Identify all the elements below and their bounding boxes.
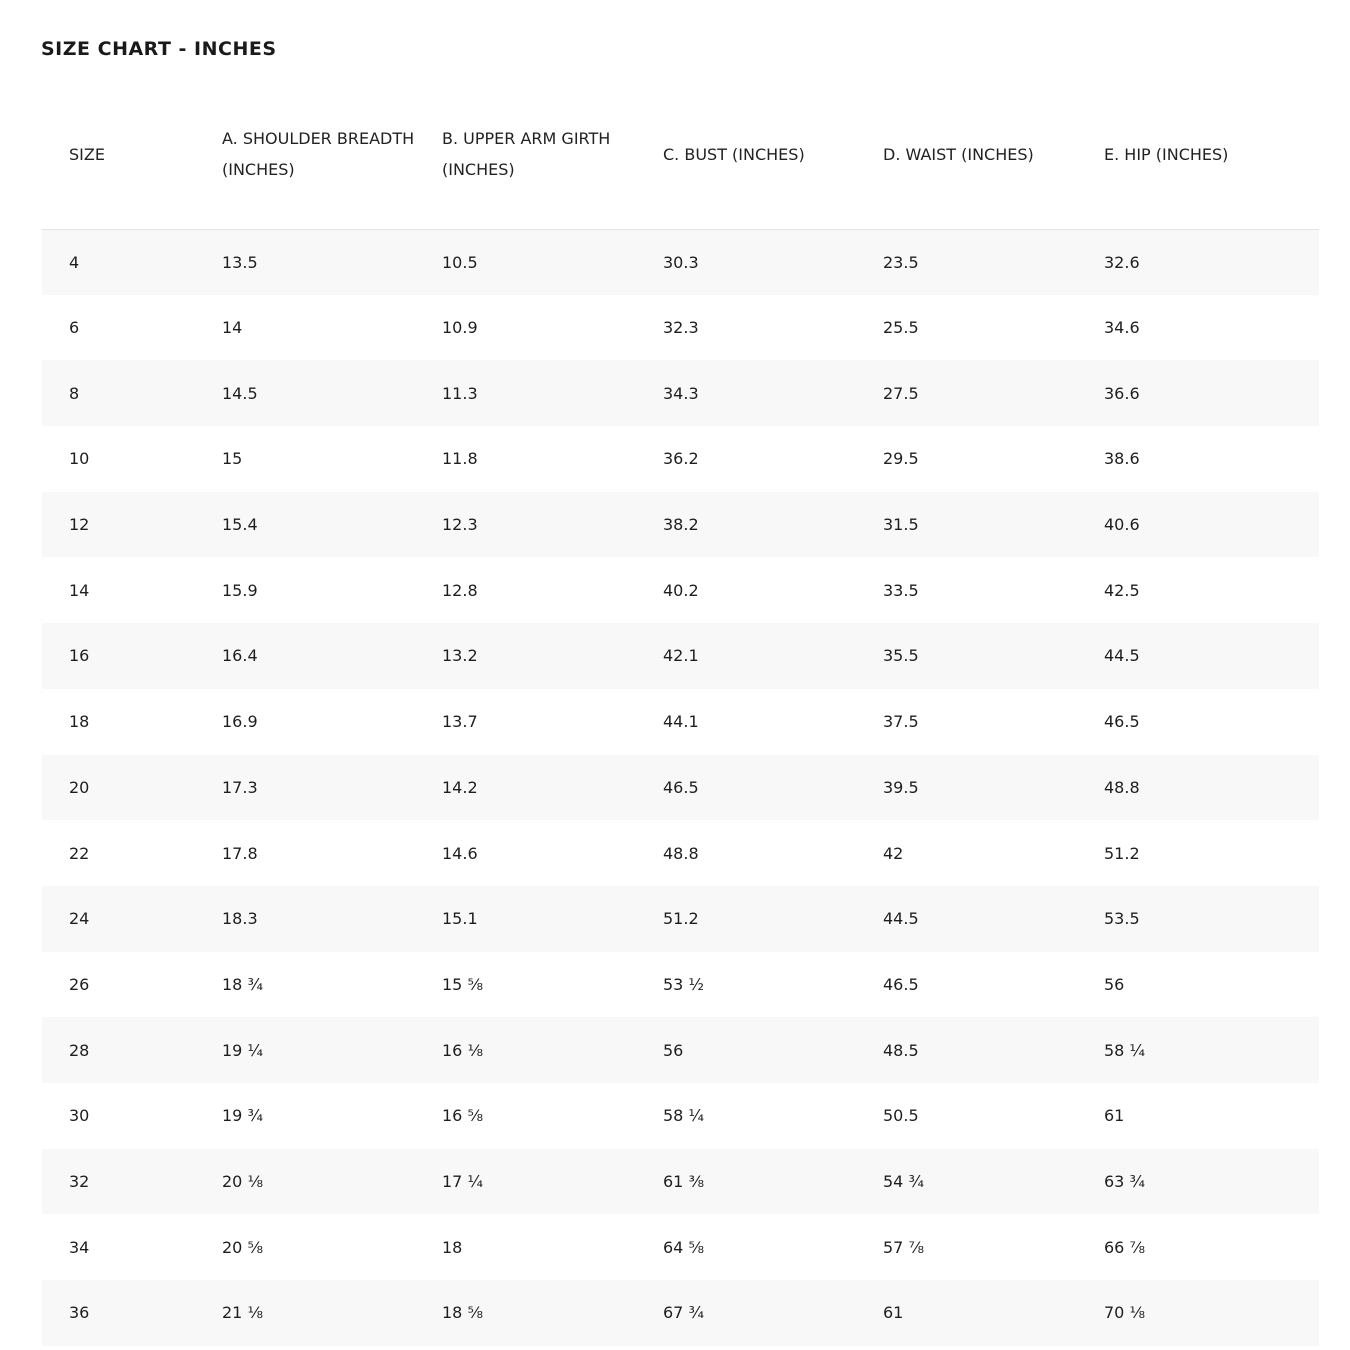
upper-arm-girth-cell: 13.7 <box>442 712 478 732</box>
bust-cell: 58 ¼ <box>663 1106 704 1126</box>
column-header-upper-arm-girth: B. UPPER ARM GIRTH (INCHES) <box>442 129 611 180</box>
waist-cell: 29.5 <box>883 449 919 469</box>
bust-cell: 40.2 <box>663 580 699 600</box>
hip-cell: 32.6 <box>1104 252 1140 272</box>
upper-arm-girth-cell: 18 <box>442 1237 463 1257</box>
size-cell: 10 <box>69 449 90 469</box>
shoulder-breadth-cell: 21 ⅛ <box>222 1303 263 1323</box>
size-cell: 16 <box>69 646 90 666</box>
size-cell: 18 <box>69 712 90 732</box>
upper-arm-girth-cell: 10.5 <box>442 252 478 272</box>
table-row <box>42 623 1319 689</box>
column-header-bust: C. BUST (INCHES) <box>663 144 805 164</box>
table-row <box>42 229 1319 295</box>
shoulder-breadth-cell: 17.3 <box>222 777 258 797</box>
table-row <box>42 557 1319 623</box>
waist-cell: 61 <box>883 1303 904 1323</box>
hip-cell: 44.5 <box>1104 646 1140 666</box>
upper-arm-girth-cell: 16 ⅛ <box>442 1040 483 1060</box>
waist-cell: 48.5 <box>883 1040 919 1060</box>
upper-arm-girth-cell: 12.8 <box>442 580 478 600</box>
table-row <box>42 1280 1319 1346</box>
shoulder-breadth-cell: 18 ¾ <box>222 974 263 994</box>
shoulder-breadth-cell: 16.4 <box>222 646 258 666</box>
bust-cell: 30.3 <box>663 252 699 272</box>
table-body <box>42 229 1319 1346</box>
waist-cell: 39.5 <box>883 777 919 797</box>
hip-cell: 36.6 <box>1104 383 1140 403</box>
bust-cell: 38.2 <box>663 515 699 535</box>
upper-arm-girth-cell: 10.9 <box>442 318 478 338</box>
shoulder-breadth-cell: 17.8 <box>222 843 258 863</box>
bust-cell: 32.3 <box>663 318 699 338</box>
shoulder-breadth-cell: 15 <box>222 449 243 469</box>
bust-cell: 36.2 <box>663 449 699 469</box>
hip-cell: 40.6 <box>1104 515 1140 535</box>
upper-arm-girth-cell: 12.3 <box>442 515 478 535</box>
size-cell: 12 <box>69 515 90 535</box>
shoulder-breadth-cell: 15.9 <box>222 580 258 600</box>
waist-cell: 25.5 <box>883 318 919 338</box>
upper-arm-girth-cell: 11.3 <box>442 383 478 403</box>
column-header-hip: E. HIP (INCHES) <box>1104 144 1229 164</box>
size-cell: 26 <box>69 974 90 994</box>
shoulder-breadth-cell: 20 ⅛ <box>222 1171 263 1191</box>
bust-cell: 46.5 <box>663 777 699 797</box>
bust-cell: 51.2 <box>663 909 699 929</box>
size-cell: 36 <box>69 1303 90 1323</box>
hip-cell: 48.8 <box>1104 777 1140 797</box>
bust-cell: 42.1 <box>663 646 699 666</box>
size-cell: 28 <box>69 1040 90 1060</box>
column-header-size: SIZE <box>69 144 105 164</box>
waist-cell: 44.5 <box>883 909 919 929</box>
waist-cell: 50.5 <box>883 1106 919 1126</box>
shoulder-breadth-cell: 14 <box>222 318 243 338</box>
upper-arm-girth-cell: 17 ¼ <box>442 1171 483 1191</box>
waist-cell: 37.5 <box>883 712 919 732</box>
hip-cell: 34.6 <box>1104 318 1140 338</box>
table-row <box>42 689 1319 755</box>
size-cell: 4 <box>69 252 80 272</box>
hip-cell: 51.2 <box>1104 843 1140 863</box>
table-row <box>42 952 1319 1018</box>
waist-cell: 46.5 <box>883 974 919 994</box>
table-row <box>42 426 1319 492</box>
waist-cell: 42 <box>883 843 904 863</box>
size-chart-table <box>42 80 1319 1346</box>
bust-cell: 67 ¾ <box>663 1303 704 1323</box>
hip-cell: 70 ⅛ <box>1104 1303 1145 1323</box>
size-cell: 14 <box>69 580 90 600</box>
waist-cell: 31.5 <box>883 515 919 535</box>
upper-arm-girth-cell: 14.2 <box>442 777 478 797</box>
upper-arm-girth-cell: 16 ⅝ <box>442 1106 483 1126</box>
bust-cell: 53 ½ <box>663 974 704 994</box>
hip-cell: 56 <box>1104 974 1125 994</box>
shoulder-breadth-cell: 19 ¾ <box>222 1106 263 1126</box>
bust-cell: 48.8 <box>663 843 699 863</box>
table-row <box>42 492 1319 558</box>
table-row <box>42 1017 1319 1083</box>
shoulder-breadth-cell: 14.5 <box>222 383 258 403</box>
bust-cell: 34.3 <box>663 383 699 403</box>
size-cell: 30 <box>69 1106 90 1126</box>
shoulder-breadth-cell: 16.9 <box>222 712 258 732</box>
size-cell: 20 <box>69 777 90 797</box>
column-header-waist: D. WAIST (INCHES) <box>883 144 1034 164</box>
table-row <box>42 1149 1319 1215</box>
size-cell: 6 <box>69 318 80 338</box>
shoulder-breadth-cell: 13.5 <box>222 252 258 272</box>
size-cell: 8 <box>69 383 80 403</box>
upper-arm-girth-cell: 15.1 <box>442 909 478 929</box>
waist-cell: 23.5 <box>883 252 919 272</box>
hip-cell: 53.5 <box>1104 909 1140 929</box>
table-row <box>42 295 1319 361</box>
hip-cell: 38.6 <box>1104 449 1140 469</box>
bust-cell: 44.1 <box>663 712 699 732</box>
upper-arm-girth-cell: 14.6 <box>442 843 478 863</box>
bust-cell: 61 ⅜ <box>663 1171 704 1191</box>
size-cell: 34 <box>69 1237 90 1257</box>
bust-cell: 64 ⅝ <box>663 1237 704 1257</box>
shoulder-breadth-cell: 15.4 <box>222 515 258 535</box>
shoulder-breadth-cell: 18.3 <box>222 909 258 929</box>
waist-cell: 54 ¾ <box>883 1171 924 1191</box>
waist-cell: 35.5 <box>883 646 919 666</box>
hip-cell: 63 ¾ <box>1104 1171 1145 1191</box>
table-row <box>42 1083 1319 1149</box>
bust-cell: 56 <box>663 1040 684 1060</box>
hip-cell: 61 <box>1104 1106 1125 1126</box>
hip-cell: 58 ¼ <box>1104 1040 1145 1060</box>
upper-arm-girth-cell: 13.2 <box>442 646 478 666</box>
upper-arm-girth-cell: 11.8 <box>442 449 478 469</box>
table-row <box>42 820 1319 886</box>
waist-cell: 57 ⅞ <box>883 1237 924 1257</box>
upper-arm-girth-cell: 15 ⅝ <box>442 974 483 994</box>
table-row <box>42 1214 1319 1280</box>
table-header-row <box>42 80 1319 229</box>
table-row <box>42 360 1319 426</box>
column-header-shoulder-breadth: A. SHOULDER BREADTH (INCHES) <box>222 129 415 180</box>
table-row <box>42 755 1319 821</box>
waist-cell: 27.5 <box>883 383 919 403</box>
waist-cell: 33.5 <box>883 580 919 600</box>
hip-cell: 66 ⅞ <box>1104 1237 1145 1257</box>
shoulder-breadth-cell: 20 ⅝ <box>222 1237 263 1257</box>
page-title: SIZE CHART - INCHES <box>41 38 277 60</box>
size-cell: 22 <box>69 843 90 863</box>
shoulder-breadth-cell: 19 ¼ <box>222 1040 263 1060</box>
hip-cell: 42.5 <box>1104 580 1140 600</box>
size-cell: 32 <box>69 1171 90 1191</box>
hip-cell: 46.5 <box>1104 712 1140 732</box>
size-cell: 24 <box>69 909 90 929</box>
upper-arm-girth-cell: 18 ⅝ <box>442 1303 483 1323</box>
table-row <box>42 886 1319 952</box>
